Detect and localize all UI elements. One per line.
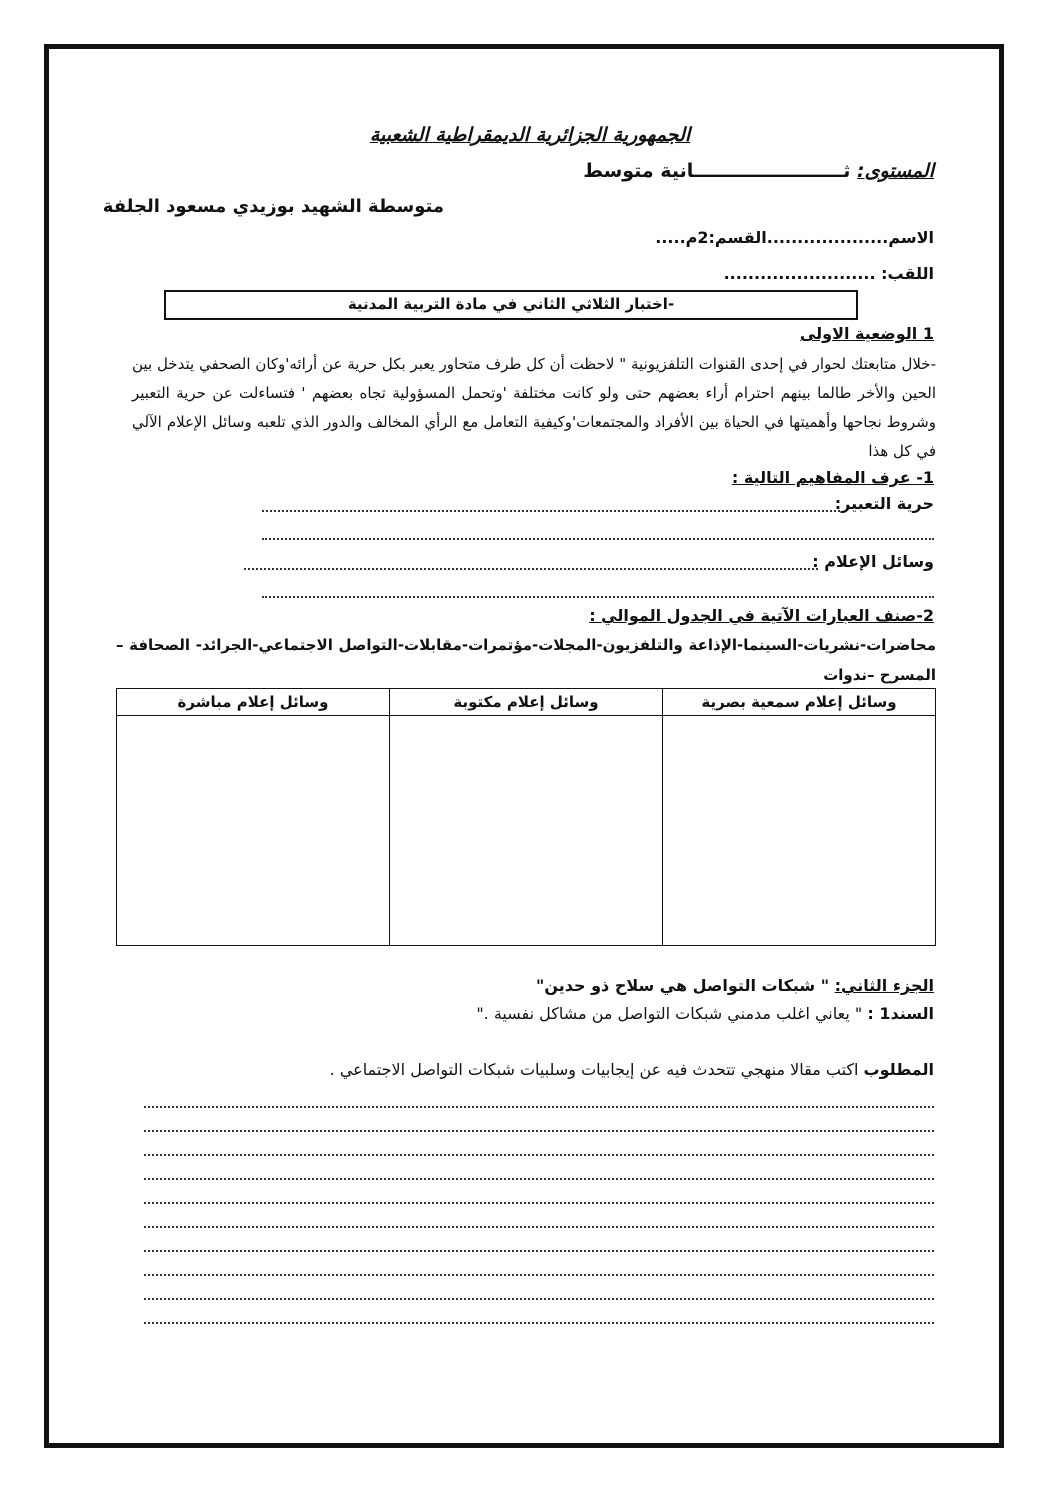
level-value: ثـــــــــــــــــــــــانية متوسط	[583, 160, 851, 182]
name-label: الاسم	[888, 228, 934, 247]
essay-line[interactable]	[144, 1178, 934, 1180]
name-blank: ....................	[766, 228, 889, 247]
classification-table	[116, 688, 936, 946]
term1-answer-line[interactable]	[262, 510, 840, 512]
essay-line[interactable]	[144, 1322, 934, 1324]
term2-label: وسائل الإعلام :	[812, 552, 934, 571]
surname-label: اللقب:	[881, 264, 934, 283]
essay-line[interactable]	[144, 1130, 934, 1132]
task-label: المطلوب	[863, 1060, 934, 1079]
column-header-audiovisual: وسائل إعلام سمعية بصرية	[663, 689, 935, 716]
level-row	[583, 160, 934, 182]
column-cell-audiovisual[interactable]	[663, 716, 935, 945]
source-row	[476, 1004, 934, 1023]
part2-heading-row	[536, 976, 934, 995]
column-header-written: وسائل إعلام مكتوبة	[390, 689, 662, 716]
term2-answer-line[interactable]	[244, 568, 818, 570]
column-cell-direct[interactable]	[117, 716, 389, 945]
task-text: اكتب مقالا منهجي تتحدث فيه عن إيجابيات وسلبيات شبكات التواصل الاجتماعي .	[329, 1060, 864, 1079]
level-label: المستوى:	[856, 160, 934, 182]
essay-line[interactable]	[144, 1226, 934, 1228]
q2-heading: 2-صنف العبارات الآتية في الجدول الموالي :	[589, 606, 934, 625]
essay-line[interactable]	[144, 1202, 934, 1204]
table-column	[662, 689, 935, 945]
essay-line[interactable]	[144, 1154, 934, 1156]
q1-heading: 1- عرف المفاهيم التالية :	[731, 468, 934, 487]
situation1-text: -خلال متابعتك لحوار في إحدى القنوات التلفزيونية " لاحظت أن كل طرف متحاور يعبر بكل حرية عن أرائه'وكان الصحفي يتدخل بين الحين والأخر طالما بينهم احترام أراء بعضهم حتى ولو كانت مختلفة 'وتحمل المسؤولية تجاه بعضهم ' فتساءلت عن حرية التعبير وشروط نجاحها وأهميتها في الحياة بين الأفراد والمجتمعات'وكيفية التعامل مع الرأي المخالف والدور الذي تلعبه وسائل الإعلام الآلي في كل هذا	[132, 355, 936, 460]
essay-line[interactable]	[144, 1274, 934, 1276]
task-row	[330, 1060, 934, 1079]
table-column	[389, 689, 662, 945]
country-title: الجمهورية الجزائرية الديمقراطية الشعبية	[369, 124, 691, 146]
school-name: متوسطة الشهيد بوزيدي مسعود الجلفة	[102, 196, 444, 217]
q2-items: محاضرات-نشريات-السينما-الإذاعة والتلفزيون-المجلات-مؤتمرات-مقابلات-التواصل الاجتماعي-الجرائد- الصحافة – المسرح –ندوات	[116, 636, 936, 684]
term1-label: حرية التعبير:	[834, 494, 934, 513]
part2-heading: الجزء الثاني:	[834, 976, 934, 995]
source-text: " يعاني اغلب مدمني شبكات التواصل من مشاكل نفسية ."	[476, 1004, 868, 1023]
part2-quote: " شبكات التواصل هي سلاح ذو حدين"	[536, 976, 835, 995]
situation1-heading: 1 الوضعية الاولى	[799, 324, 934, 343]
source-label: السند1 :	[867, 1004, 934, 1023]
term2-answer-line-2[interactable]	[262, 596, 934, 598]
class-label: القسم:	[708, 228, 767, 247]
class-value: 2م.....	[655, 228, 709, 247]
column-cell-written[interactable]	[390, 716, 662, 945]
essay-line[interactable]	[144, 1106, 934, 1108]
essay-line[interactable]	[144, 1298, 934, 1300]
exam-title-box	[164, 290, 858, 320]
surname-blank: .........................	[723, 264, 876, 283]
surname-row	[724, 264, 934, 283]
exam-title: -اختبار الثلاثي الثاني في مادة التربية المدنية	[347, 295, 675, 313]
term1-answer-line-2[interactable]	[262, 538, 934, 540]
column-header-direct: وسائل إعلام مباشرة	[117, 689, 389, 716]
essay-line[interactable]	[144, 1250, 934, 1252]
name-class-row	[655, 228, 934, 247]
table-column	[117, 689, 389, 945]
